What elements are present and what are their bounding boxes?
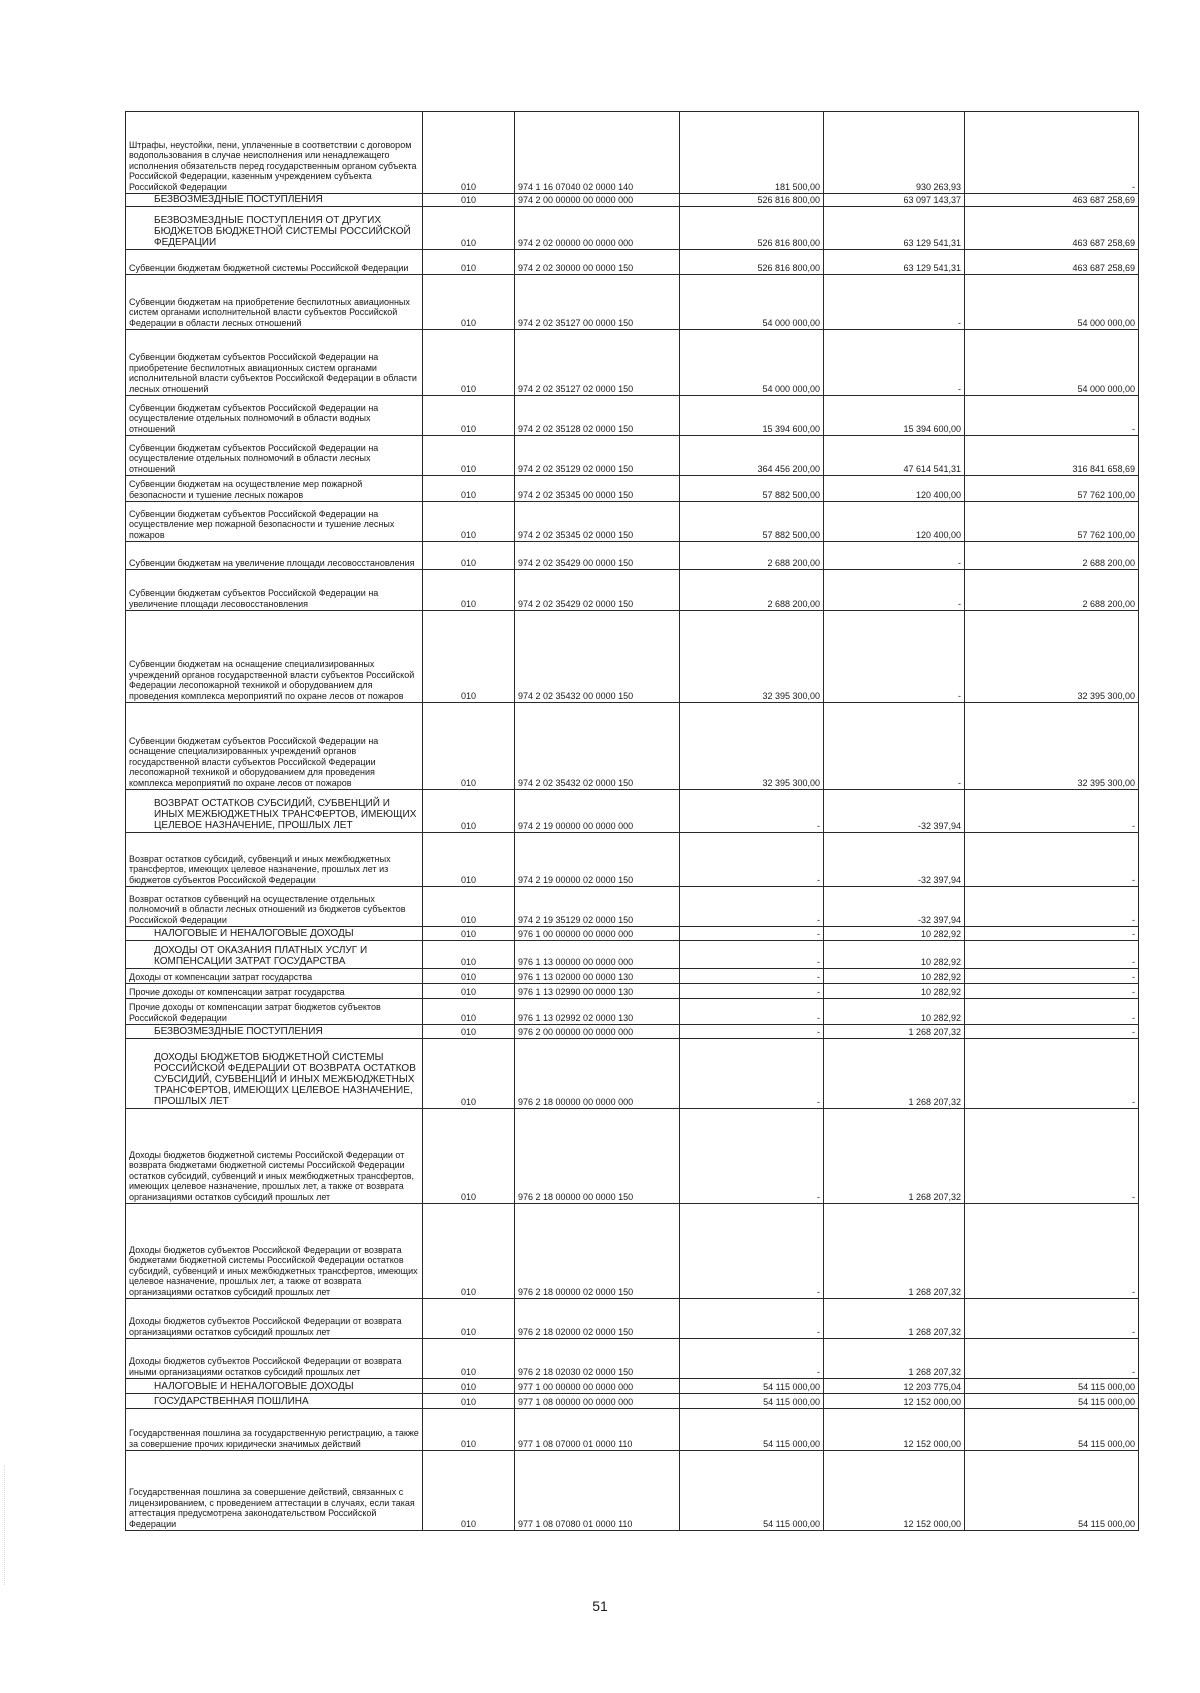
row-assigned-cell: 32 395 300,00 [680,703,824,790]
row-assigned-cell: - [680,1109,824,1204]
row-name-cell: БЕЗВОЗМЕЗДНЫЕ ПОСТУПЛЕНИЯ [126,194,423,207]
row-code-cell: 010 [423,1394,515,1409]
row-code-cell: 010 [423,542,515,570]
table-row [126,207,1139,250]
row-unexecuted-cell: 2 688 200,00 [965,542,1139,570]
row-unexecuted-cell: - [965,999,1139,1025]
row-kbk-cell: 977 1 08 07080 01 0000 110 [515,1451,680,1531]
row-kbk-cell: 974 2 02 35128 02 0000 150 [515,396,680,436]
row-executed-cell: 10 282,92 [824,927,965,941]
row-kbk-cell: 974 2 02 30000 00 0000 150 [515,250,680,275]
row-code-cell: 010 [423,941,515,969]
row-executed-cell: 1 268 207,32 [824,1039,965,1109]
row-unexecuted-cell: - [965,1039,1139,1109]
row-name-cell: ДОХОДЫ БЮДЖЕТОВ БЮДЖЕТНОЙ СИСТЕМЫ РОССИЙСКОЙ ФЕДЕРАЦИИ ОТ ВОЗВРАТА ОСТАТКОВ СУБСИДИЙ, СУБВЕНЦИЙ И ИНЫХ МЕЖБЮДЖЕТНЫХ ТРАНСФЕРТОВ, ИМЕЮЩИХ ЦЕЛЕВОЕ НАЗНАЧЕНИЕ, ПРОШЛЫХ ЛЕТ [126,1039,423,1109]
table-row [126,436,1139,476]
row-assigned-cell: - [680,927,824,941]
row-name-cell: БЕЗВОЗМЕЗДНЫЕ ПОСТУПЛЕНИЯ [126,1025,423,1039]
row-name-cell: Субвенции бюджетам на приобретение беспилотных авиационных систем органами исполнительной власти субъектов Российской Федерации в области лесных отношений [126,275,423,330]
table-row [126,790,1139,833]
row-code-cell: 010 [423,1039,515,1109]
row-code-cell: 010 [423,570,515,611]
row-code-cell: 010 [423,833,515,887]
row-code-cell: 010 [423,194,515,207]
table-row [126,703,1139,790]
row-name-cell: Субвенции бюджетам субъектов Российской Федерации на осуществление мер пожарной безопасности и тушение лесных пожаров [126,502,423,542]
row-kbk-cell: 976 2 00 00000 00 0000 000 [515,1025,680,1039]
table-row [126,542,1139,570]
row-unexecuted-cell: 57 762 100,00 [965,476,1139,502]
row-kbk-cell: 974 2 19 00000 02 0000 150 [515,833,680,887]
row-kbk-cell: 974 2 02 35129 02 0000 150 [515,436,680,476]
row-assigned-cell: - [680,1039,824,1109]
row-executed-cell: 12 203 775,04 [824,1379,965,1394]
row-name-cell: Доходы бюджетов субъектов Российской Федерации от возврата организациями остатков субсидий прошлых лет [126,1299,423,1339]
row-code-cell: 010 [423,999,515,1025]
row-assigned-cell: 364 456 200,00 [680,436,824,476]
row-code-cell: 010 [423,502,515,542]
row-code-cell: 010 [423,436,515,476]
row-name-cell: НАЛОГОВЫЕ И НЕНАЛОГОВЫЕ ДОХОДЫ [126,927,423,941]
row-executed-cell: - [824,611,965,703]
row-code-cell: 010 [423,984,515,999]
table-row [126,1025,1139,1039]
row-executed-cell: 1 268 207,32 [824,1299,965,1339]
table-row [126,570,1139,611]
row-executed-cell: 47 614 541,31 [824,436,965,476]
row-name-cell: Субвенции бюджетам субъектов Российской Федерации на оснащение специализированных учреждений органов государственной власти субъектов Российской Федерации лесопожарной техникой и оборудованием для проведения комплекса мероприятий по охране лесов от пожаров [126,703,423,790]
row-executed-cell: 63 097 143,37 [824,194,965,207]
row-unexecuted-cell: - [965,1299,1139,1339]
table-row [126,999,1139,1025]
row-code-cell: 010 [423,1409,515,1451]
row-executed-cell: 63 129 541,31 [824,207,965,250]
table-row [126,984,1139,999]
row-unexecuted-cell: - [965,941,1139,969]
row-executed-cell: -32 397,94 [824,790,965,833]
row-code-cell: 010 [423,1025,515,1039]
row-unexecuted-cell: - [965,887,1139,927]
row-code-cell: 010 [423,1299,515,1339]
row-assigned-cell: - [680,999,824,1025]
row-kbk-cell: 976 1 13 02992 02 0000 130 [515,999,680,1025]
row-code-cell: 010 [423,1204,515,1299]
row-code-cell: 010 [423,703,515,790]
row-kbk-cell: 974 2 02 35345 00 0000 150 [515,476,680,502]
row-name-cell: Субвенции бюджетам субъектов Российской Федерации на приобретение беспилотных авиационных систем органами исполнительной власти субъектов Российской Федерации в области лесных отношений [126,330,423,396]
row-kbk-cell: 976 1 13 00000 00 0000 000 [515,941,680,969]
row-unexecuted-cell: 316 841 658,69 [965,436,1139,476]
table-row [126,502,1139,542]
row-executed-cell: -32 397,94 [824,833,965,887]
row-assigned-cell: 32 395 300,00 [680,611,824,703]
row-unexecuted-cell: 54 115 000,00 [965,1451,1139,1531]
row-unexecuted-cell: 32 395 300,00 [965,611,1139,703]
row-executed-cell: 12 152 000,00 [824,1394,965,1409]
row-executed-cell: - [824,542,965,570]
row-name-cell: Возврат остатков субсидий, субвенций и иных межбюджетных трансфертов, имеющих целевое назначение, прошлых лет из бюджетов субъектов Российской Федерации [126,833,423,887]
row-kbk-cell: 974 2 02 35429 00 0000 150 [515,542,680,570]
row-assigned-cell: 526 816 800,00 [680,194,824,207]
row-name-cell: Возврат остатков субвенций на осуществление отдельных полномочий в области лесных отношений из бюджетов субъектов Российской Федерации [126,887,423,927]
row-assigned-cell: 526 816 800,00 [680,250,824,275]
table-row [126,1394,1139,1409]
row-assigned-cell: 54 000 000,00 [680,275,824,330]
row-kbk-cell: 977 1 08 00000 00 0000 000 [515,1394,680,1409]
row-assigned-cell: 57 882 500,00 [680,502,824,542]
row-executed-cell: -32 397,94 [824,887,965,927]
row-code-cell: 010 [423,250,515,275]
row-assigned-cell: - [680,984,824,999]
row-unexecuted-cell: 463 687 258,69 [965,250,1139,275]
row-name-cell: Доходы бюджетов субъектов Российской Федерации от возврата иными организациями остатков субсидий прошлых лет [126,1339,423,1379]
row-unexecuted-cell: - [965,984,1139,999]
row-name-cell: Прочие доходы от компенсации затрат государства [126,984,423,999]
row-executed-cell: 930 263,93 [824,112,965,194]
row-name-cell: ВОЗВРАТ ОСТАТКОВ СУБСИДИЙ, СУБВЕНЦИЙ И ИНЫХ МЕЖБЮДЖЕТНЫХ ТРАНСФЕРТОВ, ИМЕЮЩИХ ЦЕЛЕВОЕ НАЗНАЧЕНИЕ, ПРОШЛЫХ ЛЕТ [126,790,423,833]
row-unexecuted-cell: 54 115 000,00 [965,1379,1139,1394]
row-code-cell: 010 [423,790,515,833]
row-executed-cell: 10 282,92 [824,984,965,999]
row-executed-cell: - [824,275,965,330]
row-code-cell: 010 [423,275,515,330]
row-kbk-cell: 974 2 02 35429 02 0000 150 [515,570,680,611]
row-unexecuted-cell: - [965,790,1139,833]
row-executed-cell: 63 129 541,31 [824,250,965,275]
row-code-cell: 010 [423,969,515,984]
table-row [126,941,1139,969]
row-name-cell: НАЛОГОВЫЕ И НЕНАЛОГОВЫЕ ДОХОДЫ [126,1379,423,1394]
row-assigned-cell: - [680,833,824,887]
row-assigned-cell: - [680,1204,824,1299]
row-unexecuted-cell: 54 000 000,00 [965,275,1139,330]
row-assigned-cell: 2 688 200,00 [680,570,824,611]
row-assigned-cell: 54 000 000,00 [680,330,824,396]
row-unexecuted-cell: - [965,1204,1139,1299]
row-code-cell: 010 [423,112,515,194]
row-unexecuted-cell: - [965,969,1139,984]
row-assigned-cell: 54 115 000,00 [680,1451,824,1531]
row-unexecuted-cell: - [965,1109,1139,1204]
row-assigned-cell: - [680,1299,824,1339]
row-code-cell: 010 [423,330,515,396]
row-kbk-cell: 976 2 18 02030 02 0000 150 [515,1339,680,1379]
row-code-cell: 010 [423,476,515,502]
row-name-cell: Субвенции бюджетам субъектов Российской Федерации на осуществление отдельных полномочий в области водных отношений [126,396,423,436]
table-row [126,1039,1139,1109]
table-row [126,1339,1139,1379]
table-body [126,112,1139,1531]
row-assigned-cell: - [680,941,824,969]
row-code-cell: 010 [423,1339,515,1379]
row-executed-cell: - [824,570,965,611]
row-code-cell: 010 [423,1451,515,1531]
row-assigned-cell: - [680,969,824,984]
table-row [126,330,1139,396]
row-name-cell: Субвенции бюджетам субъектов Российской Федерации на увеличение площади лесовосстановления [126,570,423,611]
table-row [126,112,1139,194]
row-kbk-cell: 976 1 13 02000 00 0000 130 [515,969,680,984]
row-name-cell: Субвенции бюджетам на осуществление мер пожарной безопасности и тушение лесных пожаров [126,476,423,502]
row-unexecuted-cell: - [965,833,1139,887]
row-kbk-cell: 974 2 02 00000 00 0000 000 [515,207,680,250]
row-assigned-cell: - [680,790,824,833]
row-code-cell: 010 [423,1379,515,1394]
row-code-cell: 010 [423,887,515,927]
row-executed-cell: 15 394 600,00 [824,396,965,436]
row-code-cell: 010 [423,927,515,941]
row-name-cell: Государственная пошлина за совершение действий, связанных с лицензированием, с проведением аттестации в случаях, если такая аттестация предусмотрена законодательством Российской Федерации [126,1451,423,1531]
row-assigned-cell: - [680,1339,824,1379]
row-assigned-cell: 54 115 000,00 [680,1409,824,1451]
table-row [126,1379,1139,1394]
row-assigned-cell: 57 882 500,00 [680,476,824,502]
table-row [126,194,1139,207]
row-kbk-cell: 976 2 18 02000 02 0000 150 [515,1299,680,1339]
table-row [126,833,1139,887]
row-executed-cell: 12 152 000,00 [824,1451,965,1531]
row-executed-cell: 10 282,92 [824,941,965,969]
row-kbk-cell: 974 2 02 35127 00 0000 150 [515,275,680,330]
row-executed-cell: - [824,703,965,790]
row-kbk-cell: 976 1 00 00000 00 0000 000 [515,927,680,941]
row-executed-cell: 1 268 207,32 [824,1204,965,1299]
row-assigned-cell: 54 115 000,00 [680,1379,824,1394]
table-row [126,1409,1139,1451]
row-unexecuted-cell: 57 762 100,00 [965,502,1139,542]
row-assigned-cell: 181 500,00 [680,112,824,194]
table-row [126,927,1139,941]
table-row [126,250,1139,275]
table-row [126,476,1139,502]
row-name-cell: Доходы бюджетов бюджетной системы Российской Федерации от возврата бюджетами бюджетной системы Российской Федерации остатков субсидий, субвенций и иных межбюджетных трансфертов, имеющих целевое назначение, прошлых лет, а также от возврата организациями остатков субсидий прошлых лет [126,1109,423,1204]
row-executed-cell: 120 400,00 [824,476,965,502]
row-kbk-cell: 974 2 00 00000 00 0000 000 [515,194,680,207]
row-name-cell: Субвенции бюджетам субъектов Российской Федерации на осуществление отдельных полномочий в области лесных отношений [126,436,423,476]
row-unexecuted-cell: 54 115 000,00 [965,1409,1139,1451]
row-kbk-cell: 974 1 16 07040 02 0000 140 [515,112,680,194]
row-unexecuted-cell: 32 395 300,00 [965,703,1139,790]
row-kbk-cell: 974 2 02 35345 02 0000 150 [515,502,680,542]
page-number: 51 [592,1598,608,1614]
row-assigned-cell: - [680,887,824,927]
row-code-cell: 010 [423,611,515,703]
table-row [126,1109,1139,1204]
row-executed-cell: 1 268 207,32 [824,1339,965,1379]
row-name-cell: Государственная пошлина за государственную регистрацию, а также за совершение прочих юридически значимых действий [126,1409,423,1451]
row-executed-cell: 120 400,00 [824,502,965,542]
table-row [126,275,1139,330]
row-name-cell: Субвенции бюджетам на оснащение специализированных учреждений органов государственной власти субъектов Российской Федерации лесопожарной техникой и оборудованием для проведения комплекса мероприятий по охране лесов от пожаров [126,611,423,703]
row-assigned-cell: 54 115 000,00 [680,1394,824,1409]
row-assigned-cell: 15 394 600,00 [680,396,824,436]
row-executed-cell: 12 152 000,00 [824,1409,965,1451]
row-kbk-cell: 976 2 18 00000 02 0000 150 [515,1204,680,1299]
row-executed-cell: 1 268 207,32 [824,1025,965,1039]
row-name-cell: Прочие доходы от компенсации затрат бюджетов субъектов Российской Федерации [126,999,423,1025]
row-name-cell: Субвенции бюджетам на увеличение площади лесовосстановления [126,542,423,570]
row-name-cell: Доходы бюджетов субъектов Российской Федерации от возврата бюджетами бюджетной системы Российской Федерации остатков субсидий, субвенций и иных межбюджетных трансфертов, имеющих целевое назначение, прошлых лет, а также от возврата организациями остатков субсидий прошлых лет [126,1204,423,1299]
row-kbk-cell: 976 1 13 02990 00 0000 130 [515,984,680,999]
row-kbk-cell: 977 1 00 00000 00 0000 000 [515,1379,680,1394]
row-kbk-cell: 977 1 08 07000 01 0000 110 [515,1409,680,1451]
row-kbk-cell: 974 2 02 35432 02 0000 150 [515,703,680,790]
row-unexecuted-cell: 463 687 258,69 [965,194,1139,207]
table-row [126,969,1139,984]
row-unexecuted-cell: 2 688 200,00 [965,570,1139,611]
row-kbk-cell: 974 2 02 35127 02 0000 150 [515,330,680,396]
row-name-cell: ГОСУДАРСТВЕННАЯ ПОШЛИНА [126,1394,423,1409]
income-report-table [125,111,1139,1531]
row-unexecuted-cell: 54 000 000,00 [965,330,1139,396]
row-name-cell: Доходы от компенсации затрат государства [126,969,423,984]
row-code-cell: 010 [423,1109,515,1204]
row-name-cell: Субвенции бюджетам бюджетной системы Российской Федерации [126,250,423,275]
row-kbk-cell: 974 2 19 00000 00 0000 000 [515,790,680,833]
row-unexecuted-cell: - [965,927,1139,941]
row-unexecuted-cell: - [965,1339,1139,1379]
row-assigned-cell: 526 816 800,00 [680,207,824,250]
table-row [126,1451,1139,1531]
row-assigned-cell: - [680,1025,824,1039]
row-unexecuted-cell: 463 687 258,69 [965,207,1139,250]
table-row [126,887,1139,927]
row-unexecuted-cell: - [965,396,1139,436]
row-kbk-cell: 974 2 19 35129 02 0000 150 [515,887,680,927]
table-row [126,611,1139,703]
scan-margin-marks [4,1465,7,1585]
table-row [126,1299,1139,1339]
row-name-cell: БЕЗВОЗМЕЗДНЫЕ ПОСТУПЛЕНИЯ ОТ ДРУГИХ БЮДЖЕТОВ БЮДЖЕТНОЙ СИСТЕМЫ РОССИЙСКОЙ ФЕДЕРАЦИИ [126,207,423,250]
row-executed-cell: 1 268 207,32 [824,1109,965,1204]
row-code-cell: 010 [423,207,515,250]
row-assigned-cell: 2 688 200,00 [680,542,824,570]
row-unexecuted-cell: 54 115 000,00 [965,1394,1139,1409]
row-executed-cell: - [824,330,965,396]
table-row [126,396,1139,436]
row-code-cell: 010 [423,396,515,436]
table-row [126,1204,1139,1299]
row-kbk-cell: 976 2 18 00000 00 0000 000 [515,1039,680,1109]
row-name-cell: Штрафы, неустойки, пени, уплаченные в соответствии с договором водопользования в случае неисполнения или ненадлежащего исполнения обязательств перед государственным органом субъекта Российской Федерации, казенным учреждением субъекта Российской Федерации [126,112,423,194]
row-kbk-cell: 976 2 18 00000 00 0000 150 [515,1109,680,1204]
row-executed-cell: 10 282,92 [824,999,965,1025]
row-executed-cell: 10 282,92 [824,969,965,984]
row-unexecuted-cell: - [965,112,1139,194]
row-name-cell: ДОХОДЫ ОТ ОКАЗАНИЯ ПЛАТНЫХ УСЛУГ И КОМПЕНСАЦИИ ЗАТРАТ ГОСУДАРСТВА [126,941,423,969]
row-kbk-cell: 974 2 02 35432 00 0000 150 [515,611,680,703]
row-unexecuted-cell: - [965,1025,1139,1039]
